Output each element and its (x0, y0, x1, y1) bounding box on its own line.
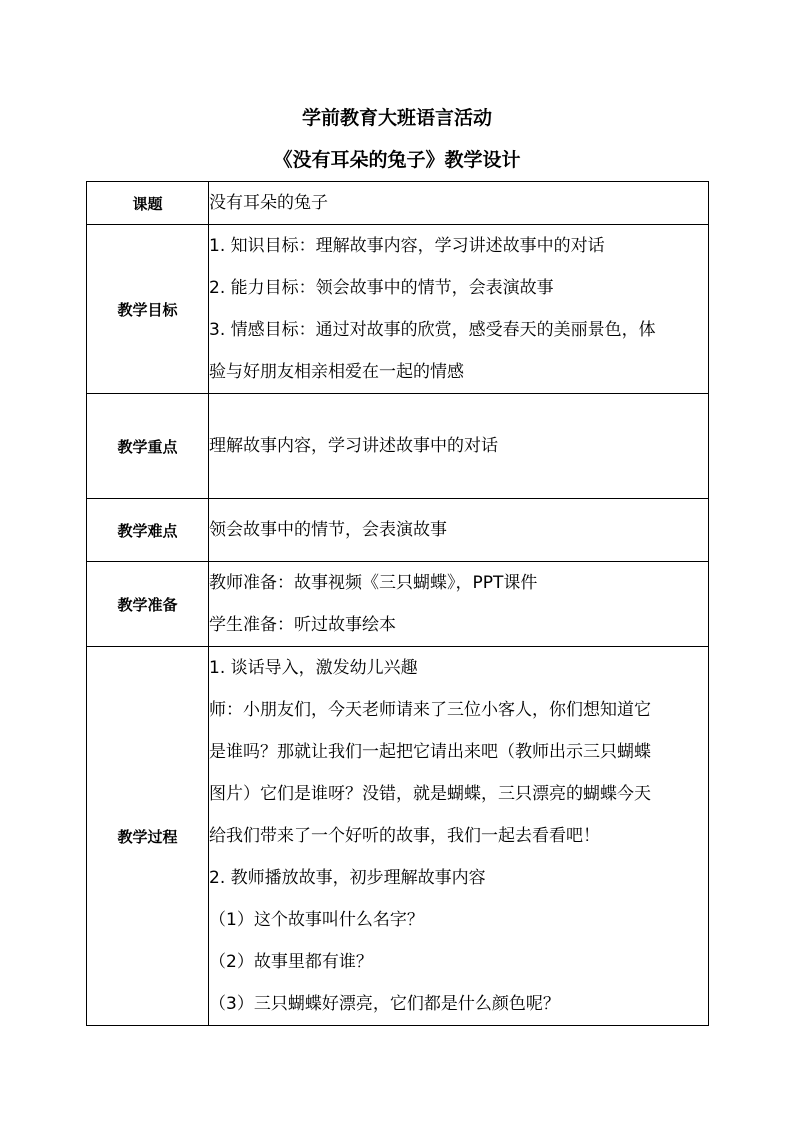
objective-emotion-cont: 验与好朋友相亲相爱在一起的情感 (209, 362, 464, 382)
objective-emotion: 3. 情感目标：通过对故事的欣赏，感受春天的美丽景色，体 (209, 320, 656, 340)
process-teacher-talk-1: 师：小朋友们，今天老师请来了三位小客人，你们想知道它 (209, 700, 651, 720)
topic-label: 课题 (87, 182, 209, 225)
row-objectives (87, 225, 709, 394)
process-step-2: 2. 教师播放故事，初步理解故事内容 (209, 868, 486, 888)
key-points-label: 教学重点 (87, 394, 209, 499)
topic-value: 没有耳朵的兔子 (209, 193, 328, 213)
document-title: 学前教育大班语言活动 (301, 107, 492, 129)
row-topic (87, 182, 709, 225)
process-teacher-talk-3: 图片）它们是谁呀？没错，就是蝴蝶，三只漂亮的蝴蝶今天 (209, 784, 651, 804)
preparation-student: 学生准备：听过故事绘本 (209, 615, 396, 635)
document-subtitle: 《没有耳朵的兔子》教学设计 (273, 149, 521, 171)
preparation-teacher: 教师准备：故事视频《三只蝴蝶》，PPT课件 (209, 573, 538, 593)
process-step-1: 1. 谈话导入，激发幼儿兴趣 (209, 658, 418, 678)
process-teacher-talk-4: 给我们带来了一个好听的故事，我们一起去看看吧！ (209, 826, 600, 846)
lesson-plan-table (86, 181, 709, 1026)
row-process (87, 647, 709, 1026)
key-points-value: 理解故事内容，学习讲述故事中的对话 (209, 436, 498, 456)
difficulties-value: 领会故事中的情节，会表演故事 (209, 520, 447, 540)
process-question-2: （2）故事里都有谁？ (209, 952, 373, 972)
key-points-cell (209, 394, 709, 499)
difficulties-cell (209, 499, 709, 562)
process-question-3: （3）三只蝴蝶好漂亮，它们都是什么颜色呢？ (209, 994, 560, 1014)
process-label: 教学过程 (87, 647, 209, 1026)
row-difficulties (87, 499, 709, 562)
preparation-label: 教学准备 (87, 562, 209, 647)
objectives-label: 教学目标 (87, 225, 209, 394)
objective-knowledge: 1. 知识目标：理解故事内容，学习讲述故事中的对话 (209, 236, 605, 256)
process-cell (209, 647, 709, 1026)
row-key-points (87, 394, 709, 499)
row-preparation (87, 562, 709, 647)
preparation-cell (209, 562, 709, 647)
objectives-cell (209, 225, 709, 394)
topic-cell (209, 182, 709, 225)
process-question-1: （1）这个故事叫什么名字？ (209, 910, 424, 930)
process-teacher-talk-2: 是谁吗？那就让我们一起把它请出来吧（教师出示三只蝴蝶 (209, 742, 651, 762)
difficulties-label: 教学难点 (87, 499, 209, 562)
objective-ability: 2. 能力目标：领会故事中的情节，会表演故事 (209, 278, 554, 298)
